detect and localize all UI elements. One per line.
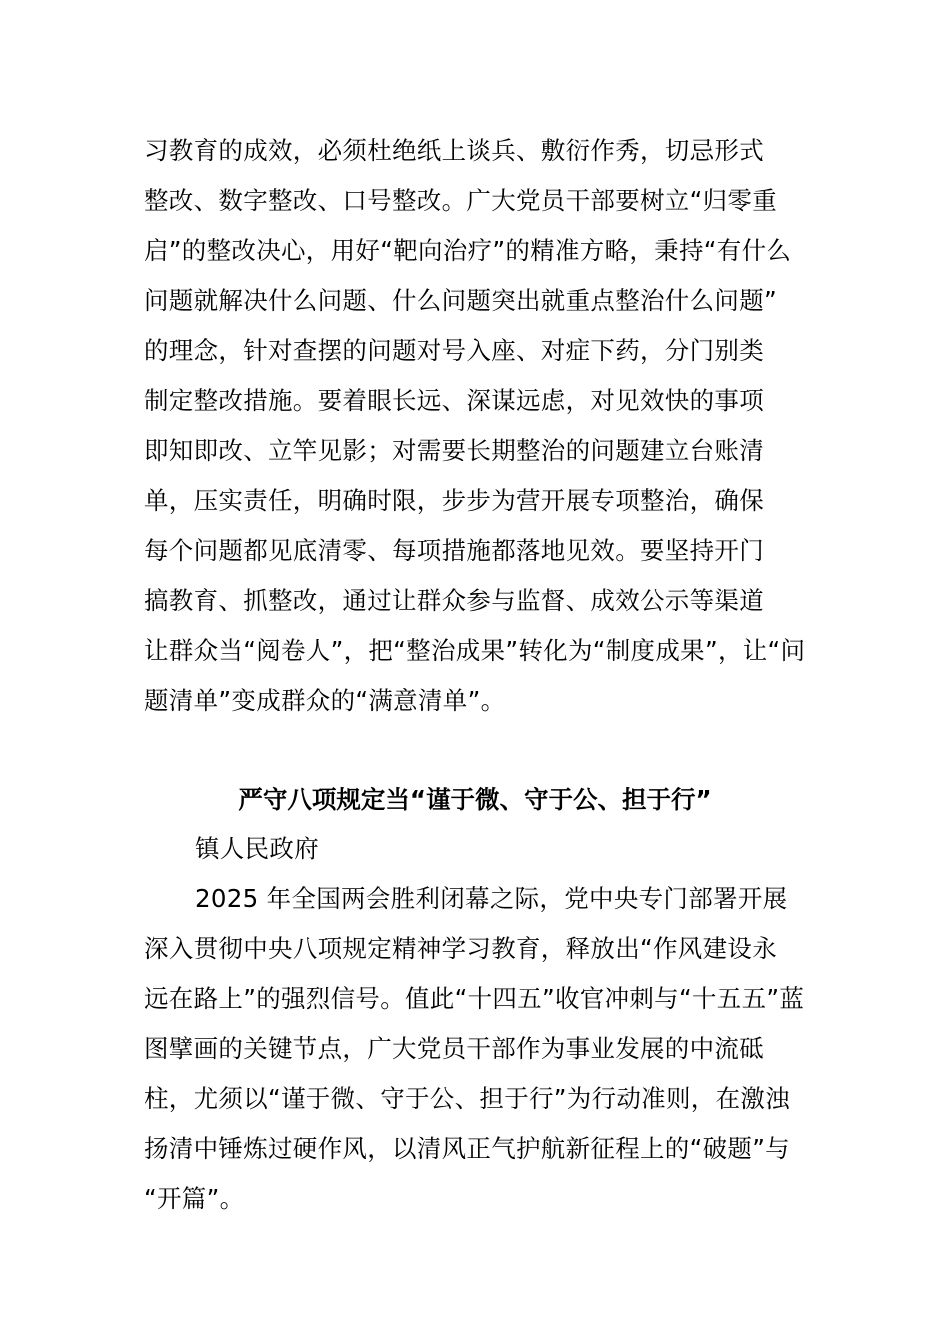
paragraph-line: 问题就解决什么问题、什么问题突出就重点整治什么问题” bbox=[144, 286, 777, 315]
paragraph-line: 单，压实责任，明确时限，步步为营开展专项整治，确保 bbox=[144, 486, 764, 515]
paragraph-line: 整改、数字整改、口号整改。广大党员干部要树立“归零重 bbox=[144, 186, 777, 215]
paragraph-line: 2025 年全国两会胜利闭幕之际，党中央专门部署开展 bbox=[195, 884, 788, 913]
paragraph-line: 扬清中锤炼过硬作风，以清风正气护航新征程上的“破题”与 bbox=[144, 1134, 790, 1163]
article-title: 严守八项规定当“谨于微、守于公、担于行” bbox=[238, 785, 712, 814]
paragraph-line: 图擘画的关键节点，广大党员干部作为事业发展的中流砥 bbox=[144, 1034, 764, 1063]
paragraph-line: 柱，尤须以“谨于微、守于公、担于行”为行动准则，在激浊 bbox=[144, 1084, 790, 1113]
paragraph-line: 的理念，针对查摆的问题对号入座、对症下药，分门别类 bbox=[144, 336, 764, 365]
paragraph-line: 制定整改措施。要着眼长远、深谋远虑，对见效快的事项 bbox=[144, 386, 764, 415]
paragraph-line: 搞教育、抓整改，通过让群众参与监督、成效公示等渠道 bbox=[144, 586, 764, 615]
article-author: 镇人民政府 bbox=[195, 834, 319, 863]
paragraph-line: 习教育的成效，必须杜绝纸上谈兵、敷衍作秀，切忌形式 bbox=[144, 136, 764, 165]
paragraph-line: 题清单”变成群众的“满意清单”。 bbox=[144, 686, 506, 715]
paragraph-line: 深入贯彻中央八项规定精神学习教育，释放出“作风建设永 bbox=[144, 934, 777, 963]
paragraph-line: 即知即改、立竿见影；对需要长期整治的问题建立台账清 bbox=[144, 436, 764, 465]
paragraph-line: 远在路上”的强烈信号。值此“十四五”收官冲刺与“十五五”蓝 bbox=[144, 984, 805, 1013]
paragraph-line: 每个问题都见底清零、每项措施都落地见效。要坚持开门 bbox=[144, 536, 764, 565]
paragraph-line: 让群众当“阅卷人”，把“整治成果”转化为“制度成果”，让“问 bbox=[144, 636, 806, 665]
paragraph-line: “开篇”。 bbox=[144, 1184, 245, 1213]
paragraph-line: 启”的整改决心，用好“靶向治疗”的精准方略，秉持“有什么 bbox=[144, 236, 792, 265]
